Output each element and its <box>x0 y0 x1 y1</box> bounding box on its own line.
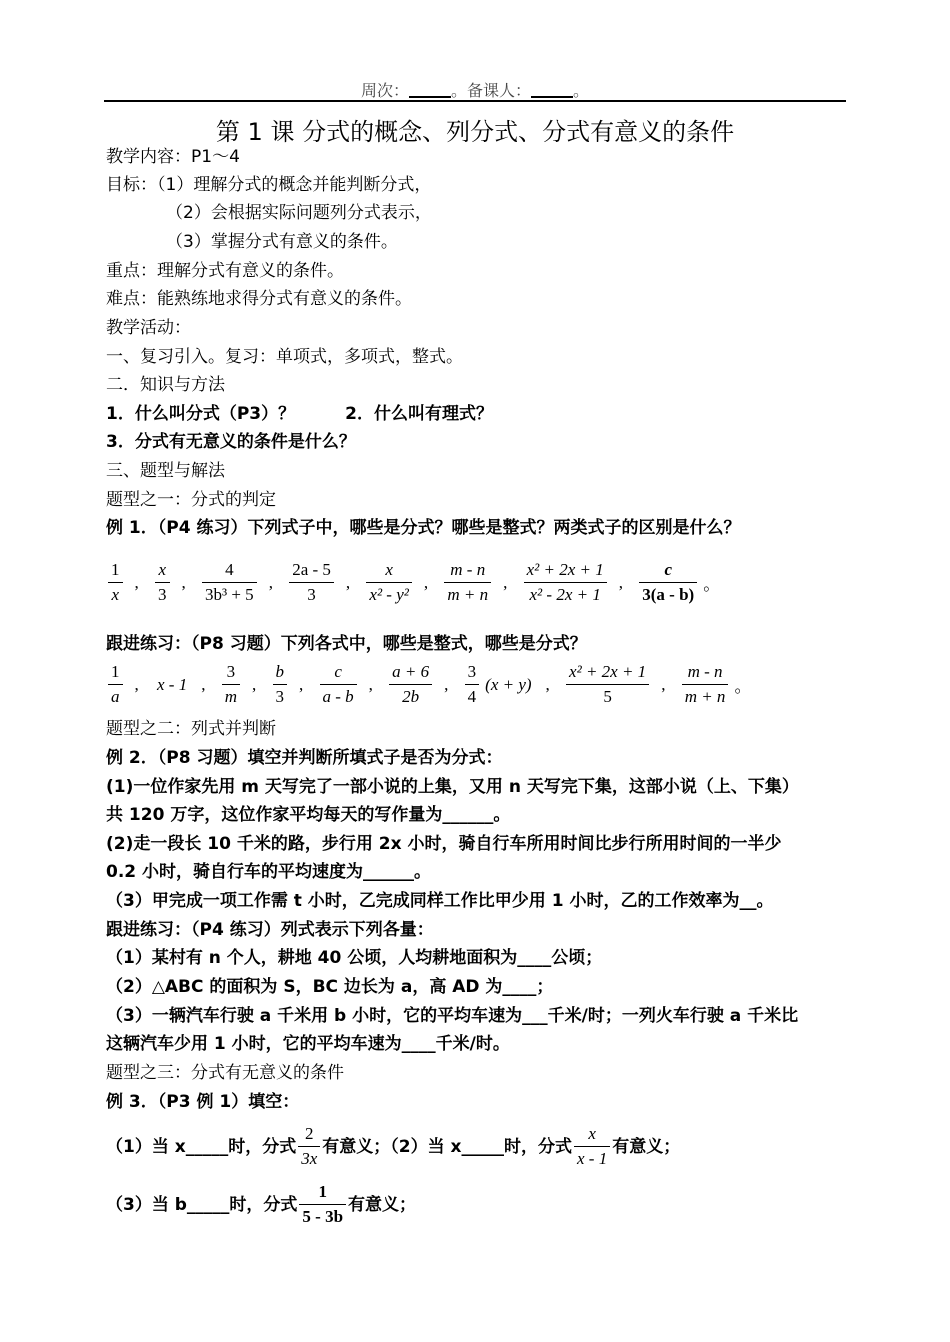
example-3-part-2: 有意义；（2）当 x_____时，分式 <box>322 1136 572 1157</box>
teaching-content: 教学内容：P1～4 <box>106 147 240 167</box>
example-3-part-2-end: 有意义； <box>612 1136 681 1157</box>
goal-2: （2）会根据实际问题列分式表示， <box>166 203 432 223</box>
expr-fraction: $\frac{b}{3}$ <box>273 660 288 709</box>
question-row <box>106 403 846 425</box>
example-2-item-3: （3）甲完成一项工作需 t 小时，乙完成同样工作比甲少用 1 小时，乙的工作效率为__。 <box>106 891 774 911</box>
section-3: 三、题型与解法 <box>106 461 225 481</box>
example-1: 例 1．（P4 练习）下列式子中，哪些是分式？哪些是整式？两类式子的区别是什么？ <box>106 518 741 538</box>
expr-polynomial: x - 1 <box>157 674 188 694</box>
expr-fraction: $\frac{\text{x² + 2x + 1}}{\text{x² - 2x + 1}}$ <box>524 558 607 607</box>
expr-fraction: $\frac{x}{\text{x² - y²}}$ <box>366 558 411 607</box>
page-header <box>0 78 950 101</box>
example-2: 例 2．（P8 习题）填空并判断所填式子是否为分式： <box>106 748 503 768</box>
section-2: 二．知识与方法 <box>106 375 225 395</box>
difficulty: 难点：能熟练地求得分式有意义的条件。 <box>106 289 412 309</box>
expr-fraction: $\frac{4}{\text{3b³ + 5}}$ <box>202 558 257 607</box>
key-point: 重点：理解分式有意义的条件。 <box>106 261 344 281</box>
example-3-row-2 <box>106 1180 846 1229</box>
example-2-item-1b: 共 120 万字，这位作家平均每天的写作量为______。 <box>106 805 511 825</box>
type-1-heading: 题型之一：分式的判定 <box>106 490 276 510</box>
week-blank <box>409 82 451 98</box>
type-3-heading: 题型之三：分式有无意义的条件 <box>106 1063 344 1083</box>
example-3-row-1 <box>106 1122 846 1171</box>
example-2-item-2b: 0.2 小时，骑自行车的平均速度为______。 <box>106 862 432 882</box>
expr-fraction: $\frac{1}{5 - 3b}$ <box>299 1180 346 1229</box>
follow-up-2-item-3b: 这辆汽车少用 1 小时，它的平均车速为____千米/时。 <box>106 1034 510 1054</box>
expr-fraction: $\frac{2}{3x}$ <box>298 1122 320 1171</box>
expr-fraction: $\frac{c}{3(a - b)}$ <box>639 558 697 607</box>
example-3: 例 3．（P3 例 1）填空： <box>106 1092 300 1112</box>
preparer-blank <box>531 82 573 98</box>
expr-fraction: $\frac{3}{m}$ <box>222 660 240 709</box>
example-2-item-2a: (2)走一段长 10 千米的路，步行用 2x 小时，骑自行车所用时间比步行所用时间的一半少 <box>106 834 782 854</box>
question-3: 3．分式有无意义的条件是什么？ <box>106 432 356 452</box>
expr-fraction: $\frac{x}{x - 1}$ <box>574 1122 610 1171</box>
expr-fraction: $\frac{m - n}{m + n}$ <box>682 660 729 709</box>
header-rule <box>104 100 846 102</box>
example-3-part-1: （1）当 x_____时，分式 <box>106 1136 297 1157</box>
preparer-label: 。备课人： <box>450 81 531 100</box>
follow-up-2-item-3a: （3）一辆汽车行驶 a 千米用 b 小时，它的平均车速为___千米/时；一列火车行驶 a 千米比 <box>106 1006 799 1026</box>
follow-up-1: 跟进练习：（P8 习题）下列各式中，哪些是整式，哪些是分式？ <box>106 634 587 654</box>
expr-fraction: $\frac{x}{3}$ <box>155 558 170 607</box>
follow-up-2-item-1: （1）某村有 n 个人，耕地 40 公顷，人均耕地面积为____公顷； <box>106 948 603 968</box>
example-2-item-1a: (1)一位作家先用 m 天写完了一部小说的上集，又用 n 天写完下集，这部小说（上、下集） <box>106 777 799 797</box>
type-2-heading: 题型之二：列式并判断 <box>106 719 276 739</box>
expr-fraction: $\frac{2a - 5}{3}$ <box>289 558 334 607</box>
section-1: 一、复习引入。复习：单项式，多项式，整式。 <box>106 347 463 367</box>
expr-fraction: $\frac{3}{4}$ <box>465 660 480 709</box>
expr-fraction: $\frac{c}{a - b}$ <box>320 660 357 709</box>
expr-fraction: $\frac{1}{a}$ <box>108 660 123 709</box>
question-1: 1．什么叫分式（P3）？ <box>106 404 296 424</box>
activity-heading: 教学活动： <box>106 318 191 338</box>
expression-row-1: $\frac{1}{x}$ , $\frac{x}{3}$ , $\frac{4}{\text{3b³ + 5}}$ , $\frac{2a - 5}{3}$ , $\frac{x}{\text{x² - y²}}$ , $\frac{m - n}{m + n}$ , $\frac{\text{x² + 2x + 1}}{\text{x² - 2x + 1}}$ , $\frac{c}{3(a - b)}$ 。 <box>106 558 846 607</box>
week-label: 周次： <box>360 81 409 100</box>
expr-fraction: $\frac{\text{x² + 2x + 1}}{5}$ <box>566 660 649 709</box>
expr-fraction: $\frac{a + 6}{2b}$ <box>389 660 432 709</box>
follow-up-2: 跟进练习：（P4 练习）列式表示下列各量： <box>106 920 434 940</box>
goal-1: 目标：（1）理解分式的概念并能判断分式， <box>106 175 432 195</box>
question-2: 2．什么叫有理式？ <box>345 404 493 424</box>
header-end: 。 <box>573 81 590 100</box>
expression-row-2: $\frac{1}{a}$ , x - 1 , $\frac{3}{m}$ , $\frac{b}{3}$ , $\frac{c}{a - b}$ , $\frac{a + 6}{2b}$ , $\frac{3}{4}$ (x + y) , $\frac{\text{x² + 2x + 1}}{5}$ , $\frac{m - n}{m + n}$ 。 <box>106 660 846 709</box>
example-3-part-3: （3）当 b_____时，分式 <box>106 1194 298 1215</box>
follow-up-2-item-2: （2）△ABC 的面积为 S，BC 边长为 a，高 AD 为____； <box>106 977 554 997</box>
goal-3: （3）掌握分式有意义的条件。 <box>166 232 398 252</box>
expr-fraction: $\frac{m - n}{m + n}$ <box>444 558 491 607</box>
example-3-part-3-end: 有意义； <box>348 1194 417 1215</box>
expr-fraction: $\frac{1}{x}$ <box>108 558 123 607</box>
page-title: 第 1 课 分式的概念、列分式、分式有意义的条件 <box>215 118 735 146</box>
